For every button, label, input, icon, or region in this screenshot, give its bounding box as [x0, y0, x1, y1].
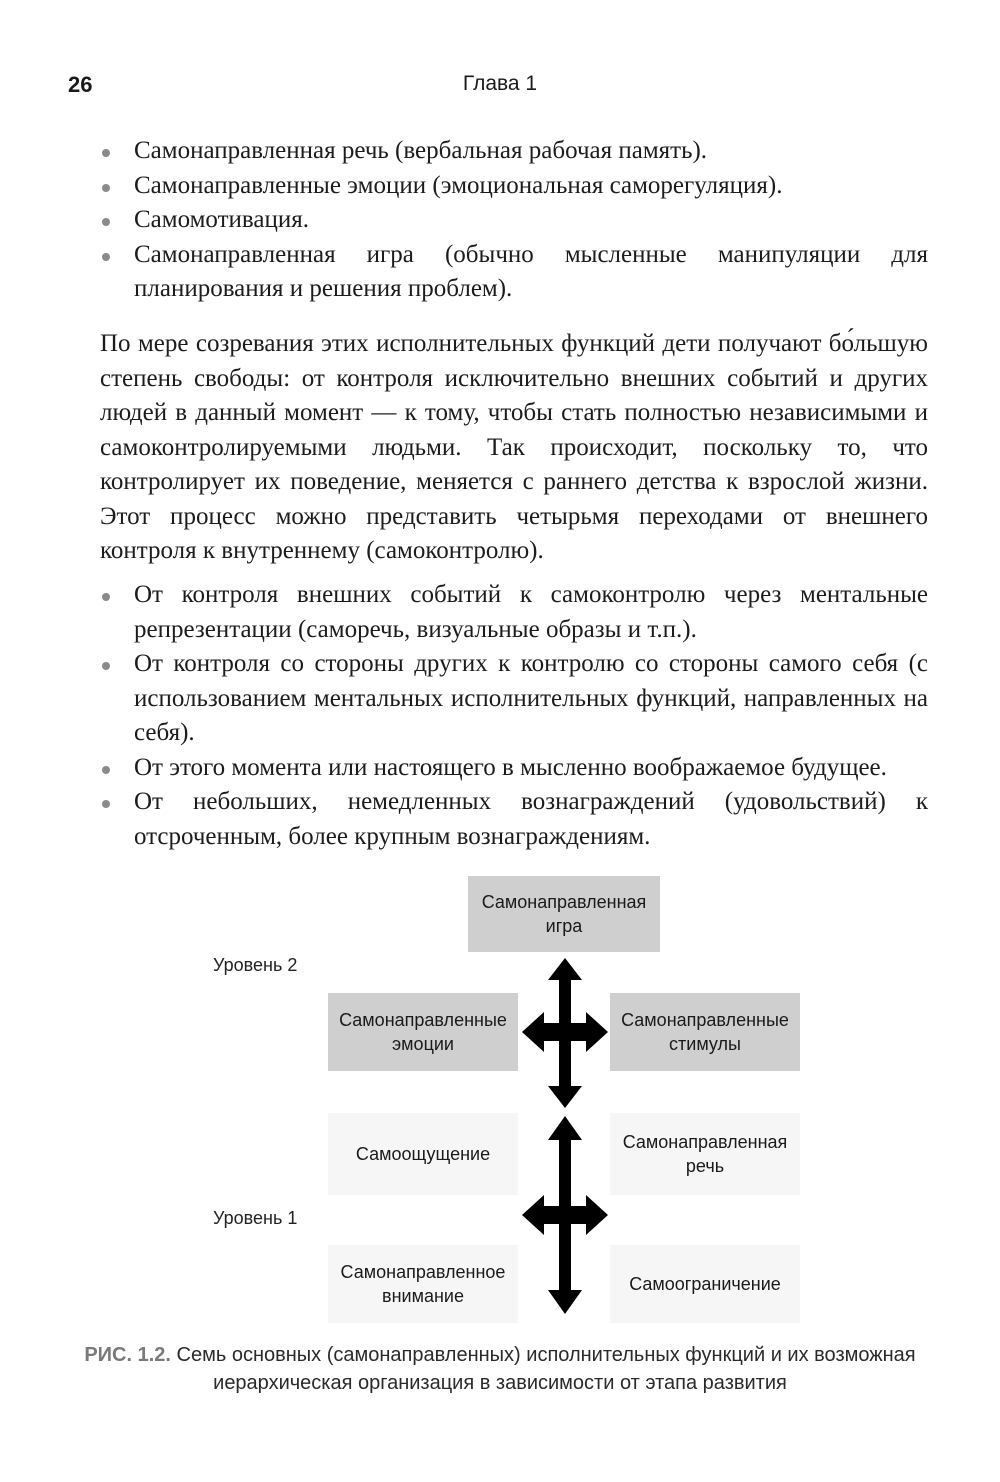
list-item: От этого момента или настоящего в мысленно воображаемое будущее. [100, 751, 928, 786]
list-item: От контроля внешних событий к самоконтролю через ментальные репрезентации (саморечь, визуальные образы и т.п.). [100, 578, 928, 647]
list-item: От контроля со стороны других к контролю со стороны самого себя (с использованием ментальных исполнительных функций, направленных на себя). [100, 647, 928, 751]
box-self-directed-play: Самонаправленная игра [468, 876, 660, 952]
box-self-restraint: Самоограничение [610, 1245, 800, 1323]
figure-caption [80, 1341, 920, 1397]
page-header [68, 70, 932, 102]
box-self-sensing: Самоощущение [328, 1113, 518, 1195]
page-number: 26 [68, 72, 93, 97]
bullet-icon [102, 184, 110, 192]
bullet-icon [102, 800, 110, 808]
caption-label: РИС. 1.2. [84, 1344, 171, 1366]
caption-text: Семь основных (самонаправленных) исполнительных функций и их возможная иерархическая организация в зависимости от этапа развития [176, 1344, 916, 1394]
bullet-icon [102, 593, 110, 601]
list-item: Самонаправленная игра (обычно мысленные манипуляции для планирования и решения проблем). [100, 238, 928, 307]
box-self-directed-attention: Самонаправленное внимание [328, 1245, 518, 1323]
list-item: Самонаправленная речь (вербальная рабочая память). [100, 134, 928, 169]
chapter-title: Глава 1 [462, 72, 538, 95]
bullet-icon [102, 218, 110, 226]
bullet-icon [102, 253, 110, 261]
bullet-icon [102, 149, 110, 157]
list-item: Самомотивация. [100, 203, 928, 238]
transitions-list [100, 578, 928, 854]
box-self-directed-speech: Самонаправленная речь [610, 1113, 800, 1195]
body-paragraph: По мере созревания этих исполнительных функций дети получают бо́льшую степень свободы: от контроля исключительно внешних событий и других людей в данный момент — к тому, чтобы стать полностью независимыми и самоконтролируемыми людьми. Так происходит, поскольку то, что контролирует их поведение, меняется с раннего детства к взрослой жизни. Этот процесс можно представить четырьмя переходами от внешнего контроля к внутреннему (самоконтролю). [100, 330, 928, 564]
box-self-directed-emotions: Самонаправленные эмоции [328, 993, 518, 1071]
level-1-label: Уровень 1 [213, 1208, 298, 1228]
level-2-label: Уровень 2 [213, 955, 298, 975]
executive-functions-list [100, 134, 928, 307]
bullet-icon [102, 662, 110, 670]
list-item: От небольших, немедленных вознаграждений (удовольствий) к отсроченным, более крупным вознаграждениям. [100, 785, 928, 854]
box-self-directed-stimuli: Самонаправленные стимулы [610, 993, 800, 1071]
list-item: Самонаправленные эмоции (эмоциональная саморегуляция). [100, 169, 928, 204]
bullet-icon [102, 766, 110, 774]
four-way-arrow-icon [522, 1116, 608, 1314]
four-way-arrow-icon [522, 958, 608, 1108]
